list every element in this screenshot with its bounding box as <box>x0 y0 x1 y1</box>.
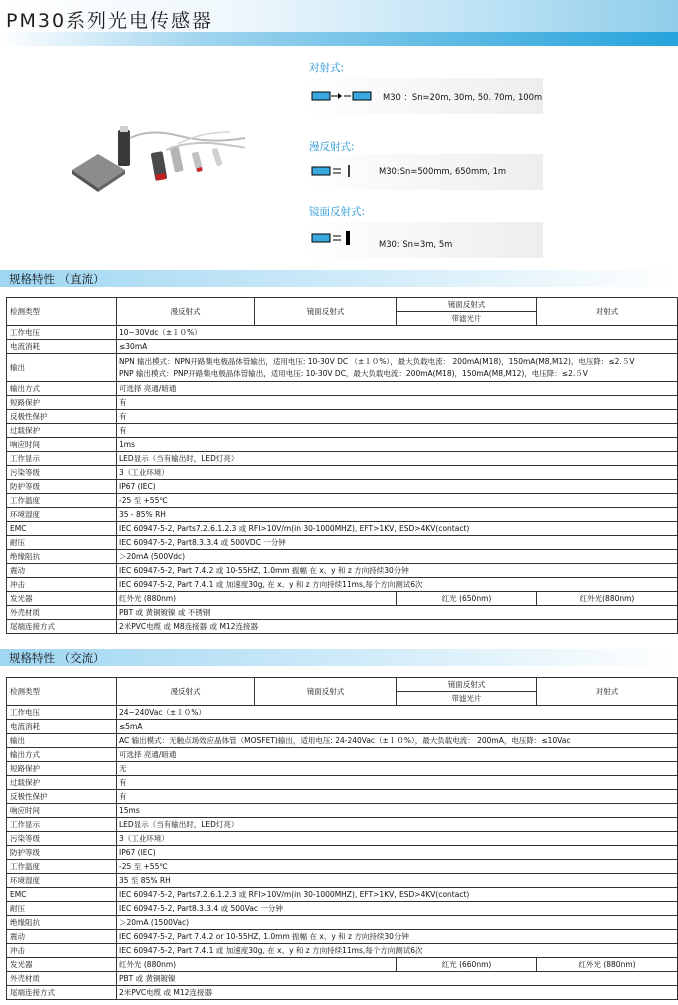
retro-label: 镜面反射式: <box>309 206 366 218</box>
row-value: 2米PVC电缆 或 M12连接器 <box>117 986 678 1000</box>
row-value <box>117 354 678 382</box>
row-label: 工作温度 <box>7 494 117 508</box>
ac-spec-table <box>6 677 678 1000</box>
dc-section-title: 规格特性 （直流） <box>9 272 105 286</box>
row-label: 冲击 <box>7 578 117 592</box>
diffuse-spec: M30:Sn=500mm, 650mm, 1m <box>379 166 507 176</box>
row-value: 15ms <box>117 804 678 818</box>
row-label: 过载保护 <box>7 424 117 438</box>
header-stripe <box>0 32 678 46</box>
row-value: IEC 60947-5-2, Part8.3.3.4 或 500VDC 一分钟 <box>117 536 678 550</box>
row-value: 可选择 亮通/暗通 <box>117 382 678 396</box>
table-row <box>7 522 678 536</box>
table-row <box>7 790 678 804</box>
row-value: 有 <box>117 424 678 438</box>
row-label: 过载保护 <box>7 776 117 790</box>
row-value: 35 至 85% RH <box>117 874 678 888</box>
table-row <box>7 972 678 986</box>
table-row <box>7 846 678 860</box>
diffuse-label: 漫反射式: <box>309 141 355 153</box>
output-pnp-line: PNP 输出模式：PNP开路集电极晶体管输出，适用电压: 10-30V DC，最大负载电流：200mA(M18)，150mA(M8,M12)，电压降：≤2.５V <box>119 368 588 378</box>
thru-beam-diagram-icon <box>311 90 373 102</box>
row-label: 环境湿度 <box>7 874 117 888</box>
row-value: IEC 60947-5-2, Part 7.4.1 或 加速度30g, 在 x、y 和 z 方向持续11ms,每个方向测试6次 <box>117 944 678 958</box>
table-row <box>7 804 678 818</box>
table-row <box>7 958 678 972</box>
product-photo <box>70 118 245 198</box>
row-label: 污染等级 <box>7 466 117 480</box>
row-label: 污染等级 <box>7 832 117 846</box>
row-value: IEC 60947-5-2, Part8.3.3.4 或 500Vac 一分钟 <box>117 902 678 916</box>
row-value: IEC 60947-5-2, Parts7.2.6.1.2.3 或 RFI>10V/m(in 30-1000MHZ), EFT>1KV, ESD>4KV(contact) <box>117 522 678 536</box>
row-value: IEC 60947-5-2, Parts7.2.6.1.2.3 或 RFI>10V/m(in 30-1000MHZ), EFT>1KV, ESD>4KV(contact) <box>117 888 678 902</box>
header-cell: 漫反射式 <box>117 298 255 326</box>
row-label: 电流消耗 <box>7 340 117 354</box>
row-value: IP67 (IEC) <box>117 480 678 494</box>
row-label: 防护等级 <box>7 480 117 494</box>
row-label: 短路保护 <box>7 762 117 776</box>
table-row <box>7 340 678 354</box>
row-label: EMC <box>7 522 117 536</box>
table-row <box>7 494 678 508</box>
table-row <box>7 564 678 578</box>
table-row <box>7 606 678 620</box>
row-value: IP67 (IEC) <box>117 846 678 860</box>
retro-diagram-icon <box>311 230 355 246</box>
row-label: 耐压 <box>7 902 117 916</box>
table-row <box>7 776 678 790</box>
emitter-thru-cell: 红外光(880nm) <box>537 592 678 606</box>
table-row <box>7 832 678 846</box>
row-value: 有 <box>117 790 678 804</box>
thru-beam-spec: M30 ：Sn=20m, 30m, 50. 70m, 100m <box>383 92 543 102</box>
row-label: 反极性保护 <box>7 410 117 424</box>
header-cell: 对射式 <box>537 298 678 326</box>
table-row <box>7 438 678 452</box>
row-label: 工作电压 <box>7 326 117 340</box>
row-label: 发光器 <box>7 592 117 606</box>
thru-beam-box <box>305 78 543 114</box>
row-label: 输出方式 <box>7 748 117 762</box>
table-row <box>7 916 678 930</box>
table-row <box>7 452 678 466</box>
table-row <box>7 762 678 776</box>
row-value: LED显示（当有输出时，LED灯亮） <box>117 452 678 466</box>
dc-section-header <box>0 270 678 287</box>
row-value: 24~240Vac（±１０%） <box>117 706 678 720</box>
table-row <box>7 508 678 522</box>
header-cell: 对射式 <box>537 678 678 706</box>
table-row <box>7 734 678 748</box>
row-label: 冲击 <box>7 944 117 958</box>
table-row <box>7 860 678 874</box>
header-cell: 漫反射式 <box>117 678 255 706</box>
row-label: 发光器 <box>7 958 117 972</box>
row-value: 有 <box>117 410 678 424</box>
table-row <box>7 550 678 564</box>
table-row <box>7 874 678 888</box>
emitter-thru-cell: 红外光 (880nm) <box>537 958 678 972</box>
row-value: ≤5mA <box>117 720 678 734</box>
table-row <box>7 578 678 592</box>
row-value: 无 <box>117 762 678 776</box>
row-label: 绝缘阻抗 <box>7 550 117 564</box>
row-value: PBT 或 黄铜镀镍 或 不锈钢 <box>117 606 678 620</box>
emitter-retro-cell: 红光 (660nm) <box>397 958 537 972</box>
header-cell: 带滤光片 <box>397 312 537 326</box>
row-value: 3（工业环境） <box>117 832 678 846</box>
table-row <box>7 818 678 832</box>
emitter-retro-cell: 红光 (650nm) <box>397 592 537 606</box>
table-row <box>7 678 678 692</box>
diffuse-box <box>305 154 543 190</box>
row-label: 耐压 <box>7 536 117 550</box>
header-cell: 镜面反射式 <box>255 678 397 706</box>
table-row <box>7 382 678 396</box>
row-value: -25 至 +55℃ <box>117 494 678 508</box>
row-label: 响应时间 <box>7 438 117 452</box>
table-row <box>7 902 678 916</box>
row-label: 外壳材质 <box>7 972 117 986</box>
header-cell: 镜面反射式 <box>397 298 537 312</box>
row-label: 响应时间 <box>7 804 117 818</box>
row-label: 反极性保护 <box>7 790 117 804</box>
row-label: 绝缘阻抗 <box>7 916 117 930</box>
table-row <box>7 986 678 1000</box>
row-value: 3（工业环境） <box>117 466 678 480</box>
row-label: 工作显示 <box>7 818 117 832</box>
row-value: -25 至 +55℃ <box>117 860 678 874</box>
emitter-diffuse-cell: 红外光 (880nm) <box>117 592 397 606</box>
table-row <box>7 620 678 634</box>
row-label: 环境湿度 <box>7 508 117 522</box>
thru-beam-label: 对射式: <box>309 62 345 74</box>
ac-section-title: 规格特性 （交流） <box>9 651 105 665</box>
table-row <box>7 298 678 312</box>
row-label: 外壳材质 <box>7 606 117 620</box>
row-label: 工作温度 <box>7 860 117 874</box>
retro-box <box>305 222 543 258</box>
table-row <box>7 888 678 902</box>
retro-spec: M30: Sn=3m, 5m <box>379 239 453 249</box>
row-label: 防护等级 <box>7 846 117 860</box>
row-value: ＞20mA (1500Vac) <box>117 916 678 930</box>
row-label: 输出方式 <box>7 382 117 396</box>
row-value: LED显示（当有输出时，LED灯亮） <box>117 818 678 832</box>
row-value: ≤30mA <box>117 340 678 354</box>
row-value: 1ms <box>117 438 678 452</box>
table-row <box>7 944 678 958</box>
row-value: ＞20mA (500Vdc) <box>117 550 678 564</box>
row-value: 有 <box>117 396 678 410</box>
table-row <box>7 354 678 382</box>
table-row <box>7 480 678 494</box>
row-value: IEC 60947-5-2, Part 7.4.2 或 10-55HZ, 1.0mm 振幅 在 x、y 和 z 方向持续30分钟 <box>117 564 678 578</box>
row-label: 电流消耗 <box>7 720 117 734</box>
emitter-diffuse-cell: 红外光 (880nm) <box>117 958 397 972</box>
ac-section-header <box>0 649 678 666</box>
table-row <box>7 748 678 762</box>
row-value: 有 <box>117 776 678 790</box>
header-cell: 检测类型 <box>7 298 117 326</box>
diffuse-diagram-icon <box>311 164 355 178</box>
table-row <box>7 592 678 606</box>
row-value: 可选择 亮通/暗通 <box>117 748 678 762</box>
header-cell: 镜面反射式 <box>397 678 537 692</box>
table-row <box>7 326 678 340</box>
row-value: 2米PVC电缆 或 M8连接器 或 M12连接器 <box>117 620 678 634</box>
row-value: 10~30Vdc（±１０%） <box>117 326 678 340</box>
row-value: IEC 60947-5-2, Part 7.4.1 或 加速度30g, 在 x、y 和 z 方向持续11ms,每个方向测试6次 <box>117 578 678 592</box>
page-title: PM30系列光电传感器 <box>6 10 214 32</box>
row-label: 工作电压 <box>7 706 117 720</box>
header-cell: 镜面反射式 <box>255 298 397 326</box>
row-label: 工作显示 <box>7 452 117 466</box>
row-value: AC 输出模式：无触点场效应晶体管（MOSFET)输出，适用电压: 24-240Vac（±１０%），最大负载电流： 200mA，电压降：≤10Vac <box>117 734 678 748</box>
row-value: 35 - 85% RH <box>117 508 678 522</box>
row-label: 尾端连接方式 <box>7 620 117 634</box>
table-row <box>7 536 678 550</box>
table-row <box>7 424 678 438</box>
row-label: EMC <box>7 888 117 902</box>
table-row <box>7 706 678 720</box>
row-label: 震动 <box>7 930 117 944</box>
header-cell: 带滤光片 <box>397 692 537 706</box>
row-label: 震动 <box>7 564 117 578</box>
header-cell: 检测类型 <box>7 678 117 706</box>
row-label: 输出 <box>7 354 117 382</box>
row-label: 短路保护 <box>7 396 117 410</box>
row-value: PBT 或 黄铜镀镍 <box>117 972 678 986</box>
table-row <box>7 720 678 734</box>
row-value: IEC 60947-5-2, Part 7.4.2 or 10-55HZ, 1.0mm 振幅 在 x、y 和 z 方向持续30分钟 <box>117 930 678 944</box>
table-row <box>7 410 678 424</box>
table-row <box>7 396 678 410</box>
dc-spec-table <box>6 297 678 634</box>
output-npn-line: NPN 输出模式：NPN开路集电极晶体管输出，适用电压: 10-30V DC （±１０%），最大负载电流： 200mA(M18)，150mA(M8,M12)，电压降：≤2.５V <box>119 357 635 366</box>
row-label: 输出 <box>7 734 117 748</box>
row-label: 尾端连接方式 <box>7 986 117 1000</box>
table-row <box>7 466 678 480</box>
table-row <box>7 930 678 944</box>
